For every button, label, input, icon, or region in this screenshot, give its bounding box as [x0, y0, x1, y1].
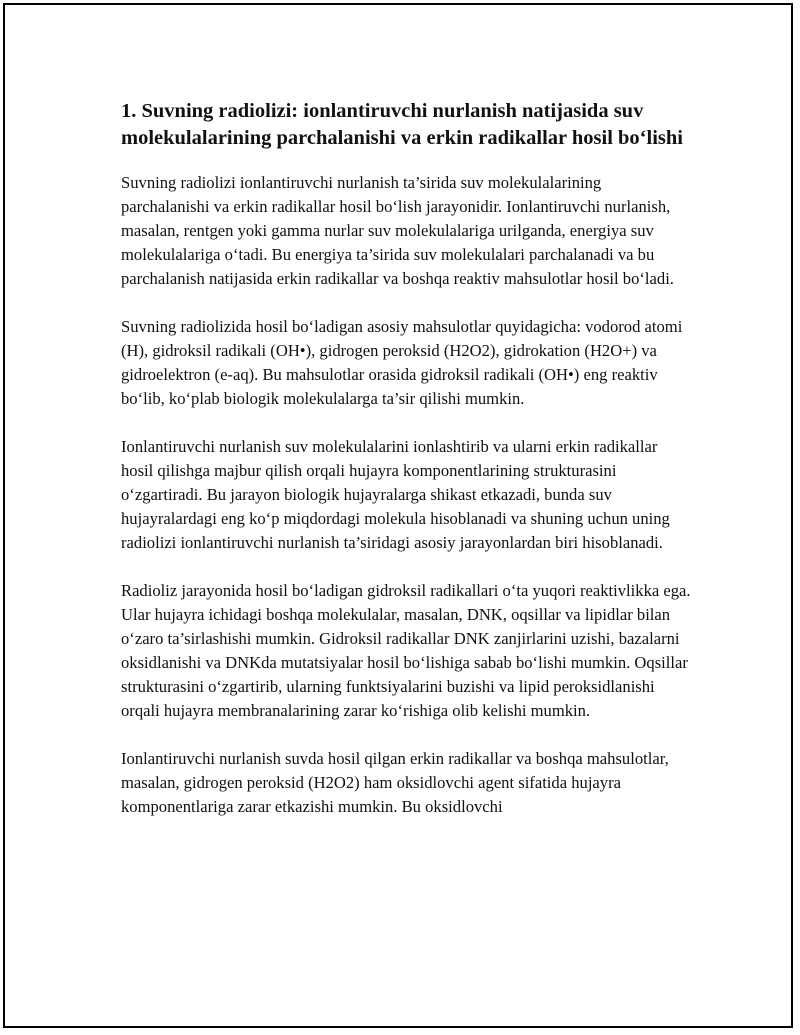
paragraph-5: Ionlantiruvchi nurlanish suvda hosil qilgan erkin radikallar va boshqa mahsulotlar, masalan, gidrogen peroksid (H2O2) ham oksidlovchi agent sifatida hujayra komponentlariga zarar etkazishi mumkin. Bu oksidlovchi	[121, 749, 669, 816]
paragraph-2: Suvning radiolizida hosil bo‘ladigan asosiy mahsulotlar quyidagicha: vodorod atomi (H), gidroksil radikali (OH•), gidrogen peroksid (H2O2), gidrokation (H2O+) va gidroelektron (e-aq). Bu mahsulotlar orasida gidroksil radikali (OH•) eng reaktiv bo‘lib, ko‘plab biologik molekulalarga ta’sir qilishi mumkin.	[121, 317, 683, 408]
document-body	[121, 98, 691, 843]
paragraph-1: Suvning radiolizi ionlantiruvchi nurlanish ta’sirida suv molekulalarining parchalanishi va erkin radikallar hosil bo‘lish jarayonidir. Ionlantiruvchi nurlanish, masalan, rentgen yoki gamma nurlar suv molekulalariga urilganda, energiya suv molekulalariga o‘tadi. Bu energiya ta’sirida suv molekulalari parchalanadi va bu parchalanish natijasida erkin radikallar va boshqa reaktiv mahsulotlar hosil bo‘ladi.	[121, 173, 674, 288]
section-heading: 1. Suvning radiolizi: ionlantiruvchi nurlanish natijasida suv molekulalarining parchalanishi va erkin radikallar hosil bo‘lishi	[121, 100, 683, 149]
paragraph-4: Radioliz jarayonida hosil bo‘ladigan gidroksil radikallari o‘ta yuqori reaktivlikka ega. Ular hujayra ichidagi boshqa molekulalar, masalan, DNK, oqsillar va lipidlar bilan o‘zaro ta’sirlashishi mumkin. Gidroksil radikallar DNK zanjirlarini uzishi, bazalarni oksidlanishi va DNKda mutatsiyalar hosil bo‘lishiga sabab bo‘lishi mumkin. Oqsillar strukturasini o‘zgartirib, ularning funktsiyalarini buzishi va lipid peroksidlanishi orqali hujayra membranalarining zarar ko‘rishiga olib kelishi mumkin.	[121, 581, 691, 720]
document-page	[3, 3, 793, 1028]
paragraph-3: Ionlantiruvchi nurlanish suv molekulalarini ionlashtirib va ularni erkin radikallar hosil qilishga majbur qilish orqali hujayra komponentlarining strukturasini o‘zgartiradi. Bu jarayon biologik hujayralarga shikast etkazadi, bunda suv hujayralardagi eng ko‘p miqdordagi molekula hisoblanadi va shuning uchun uning radiolizi ionlantiruvchi nurlanish ta’siridagi asosiy jarayonlardan biri hisoblanadi.	[121, 437, 670, 552]
